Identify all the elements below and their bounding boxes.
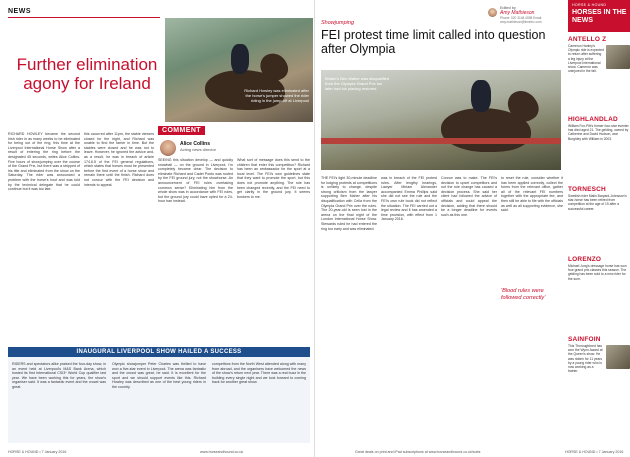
sidebar-item-title: TORNESCH [568, 186, 606, 193]
comment-column-2: What sort of message does this send to the children that enter this competition? Richard has been an ambassador for the sport at a local level. The FEI's own guidelines state that they want to promote the sport, but this does not promote anything. The rule has been changed recently, and the FEI need to get clarity in the ground jury. It seems bonkers to me. [237, 158, 310, 199]
byline-label: Edited by [500, 6, 516, 10]
article-column-1: THE FEI's tight 30-minute deadline for lodging protests at competitions is unlikely to change, despite strong criticism from the lawyer supporting Ben Maher after his disqualification with Cella from the Olympia Grand Prix over the rules. The 20-year-old is seen lost in the arena on the final night of the London International Horse Show. Stewards ruled he had entered the ring too early and was eliminated. [321, 176, 377, 231]
rider-photo [165, 18, 313, 122]
body-column-2: this occurred after 11pm, the stable viewers closed for the night, and Richard was unable to find the farrier in time. But the stables were closed and he was not to leave. However, he ignored the advice and, as a result, he was in breach of article 174.6.5 of the FEI general regulations, which states that horses must be presented before the first event of a horse show and remain there until the finish. Richard does not concur with the FEI decision and intends to appeal. [84, 132, 154, 187]
sidebar-thumbnail [606, 45, 630, 69]
footer-subscription: Great deals on print and iPad subscriptions at www.horseandhound.co.uk/subs [355, 450, 481, 454]
right-page [315, 0, 630, 457]
section-rule [8, 17, 160, 18]
section-banner [568, 0, 630, 32]
page-headline: Further elimination agony for Ireland [16, 55, 158, 94]
comment-label: COMMENT [158, 126, 205, 135]
inset-column-1: RIDERS and spectators alike praised the four-day show, in an event held at Liverpool's M&S Bank Arena, which hosted its first International CSI3* World Cup qualifier last year. We have been working this for years, the show's organiser said. It was a fantastic event and the crowd was great. [12, 362, 106, 389]
photo-caption: Richard Howley was eliminated after the horse's jumper showed the rider riding in the jump-off at Liverpool [244, 88, 309, 103]
banner-brand: HORSE & HOUND [572, 3, 607, 7]
sidebar-item [568, 116, 630, 141]
byline-name: Amy Mathieson [500, 10, 535, 16]
rider-figure [231, 44, 249, 74]
photo-caption: Britain's Ben Maher was disqualified from the Olympia Grand Prix but later had his placing restored [325, 76, 390, 91]
byline-contact: Phone: 020 3148 4598 Email: amy.mathieson@timeinc.com [500, 16, 543, 24]
comment-author: Alice Collins [180, 141, 211, 147]
fence-rail [321, 138, 561, 144]
section-tag: NEWS [8, 8, 31, 15]
rider-figure [471, 80, 491, 112]
article-column-4: to reset the rule, consider whether it has been applied correctly, collect the forms from the relevant office, gather all of the relevant FEI numbers together with the appropriate fee, and then still be able to file with the officials as well as all supporting evidence, she said. [501, 176, 563, 213]
pull-quote: 'Blood rules were followed correctly' [501, 288, 546, 301]
sidebar-item-title: ANTELLO Z [568, 36, 607, 43]
sidebar-item-text: Swedish rider Malin Baryard-Johnsson's star-horse has been retired from competition at the age of 19 after a successful career. [568, 194, 627, 211]
footer-right: HORSE & HOUND • 7 January 2016 [565, 450, 624, 454]
sidebar-item-text: This Thoroughbred has won the Wynn Award at the Queen's show. He was ridden for 11 years by a young rider who is now working as a trainer. [568, 344, 603, 374]
sidebar-item-text: Michael Jung's dressage horse has won four grand prix classes this season. The gelding has been sold to a new rider for the sum. [568, 264, 627, 281]
footer-left: HORSE & HOUND • 7 January 2016 [8, 450, 67, 454]
inset-column-2: Olympic showjumper Peter Charles was thrilled to have won a five-star event in Liverpool. The arena was fantastic and the crowd was great, he said. It is excellent for the sport and we should support events like this. Richard Howley was described as one of the best young riders in the country. [112, 362, 206, 389]
sidebar-item [568, 256, 630, 281]
sidebar-item-title: SAINFOIN [568, 336, 601, 343]
sidebar-item-text: William Fox-Pitt's former four-star eventer has died aged 21. The gelding, owned by Catherine and David Hudson, won Burghley with William in 2003. [568, 124, 629, 141]
article-column-3: Connor was to make. The FEI's decision to upset competitors and not the rule change has caused a decision process. She said her client had followed the advice of officials and could appeal the decision, adding that there should be a longer deadline for events such as this one. [441, 176, 497, 217]
article-headline: FEI protest time limit called into question after Olympia [321, 28, 546, 56]
comment-column-1: SEEING this situation develop — and quickly snowball — on the ground in Liverpool, I'm completely became clear. The decision to eliminate Richard and Cadet Ponto was rooted by the FEI ground jury, not the showhorse. An announcement of FEI rules overtaking common sense? Eliminating him from the whole show was in accordance with FEI rules, but the ground jury could have opted for a 24-hour ban instead. [158, 158, 233, 204]
news-sidebar [568, 36, 630, 436]
showjumping-photo [321, 70, 561, 170]
sidebar-item-text: Cameron Hanley's Olympic ride is expected to return after suffering a leg injury at the Liverpool International show. Cameron was uninjured in the fall. [568, 44, 604, 74]
sidebar-item-title: HIGHLANDLAD [568, 116, 618, 123]
banner-title: HORSES IN THE NEWS [572, 9, 627, 24]
body-column-1: RICHARD HOWLEY became the second Irish rider in as many weeks to be eliminated for being out of the ring, this time at the Liverpool International Horse Show after a result of entering the ring before the designated 45 seconds, writes Alice Collins. Five hours of showjumping over the course of the Grand Prix, but there was a stripped of his title and eliminated from the show on the Saturday. The rider was announced a problem with the horse's hoof and was told by the technical delegate that he could continue but it was too late. [8, 132, 80, 192]
sidebar-thumbnail [606, 345, 630, 369]
sidebar-item [568, 336, 630, 373]
editor-avatar [488, 8, 497, 17]
inset-column-3: competitors from the North West attended along with many from abroad, and the organisers have welcomed the news of the show's return next year. There was a real buzz in the building every single night and we look forward to coming back for another great show. [212, 362, 306, 385]
footer-url: www.horseandhound.co.uk [200, 450, 244, 454]
article-column-2: was in breach of the FEI protest rules. After lengthy hearings, Lawyer Miriam Alexander accompanied Emma Phillips said she did not see the rule and the FEI's own rule book did not reflect the situation. The FEI carried out a legal review and it has amended a time provision, with effect from 1 January 2016. [381, 176, 437, 222]
article-kicker: Showjumping [321, 20, 355, 26]
comment-role: Acting news director [180, 147, 217, 152]
sidebar-item [568, 36, 630, 73]
sidebar-item-title: LORENZO [568, 256, 602, 263]
author-avatar [160, 140, 176, 156]
inset-title: INAUGURAL LIVERPOOL SHOW HAILED A SUCCESS [76, 349, 242, 355]
sidebar-item [568, 186, 630, 211]
